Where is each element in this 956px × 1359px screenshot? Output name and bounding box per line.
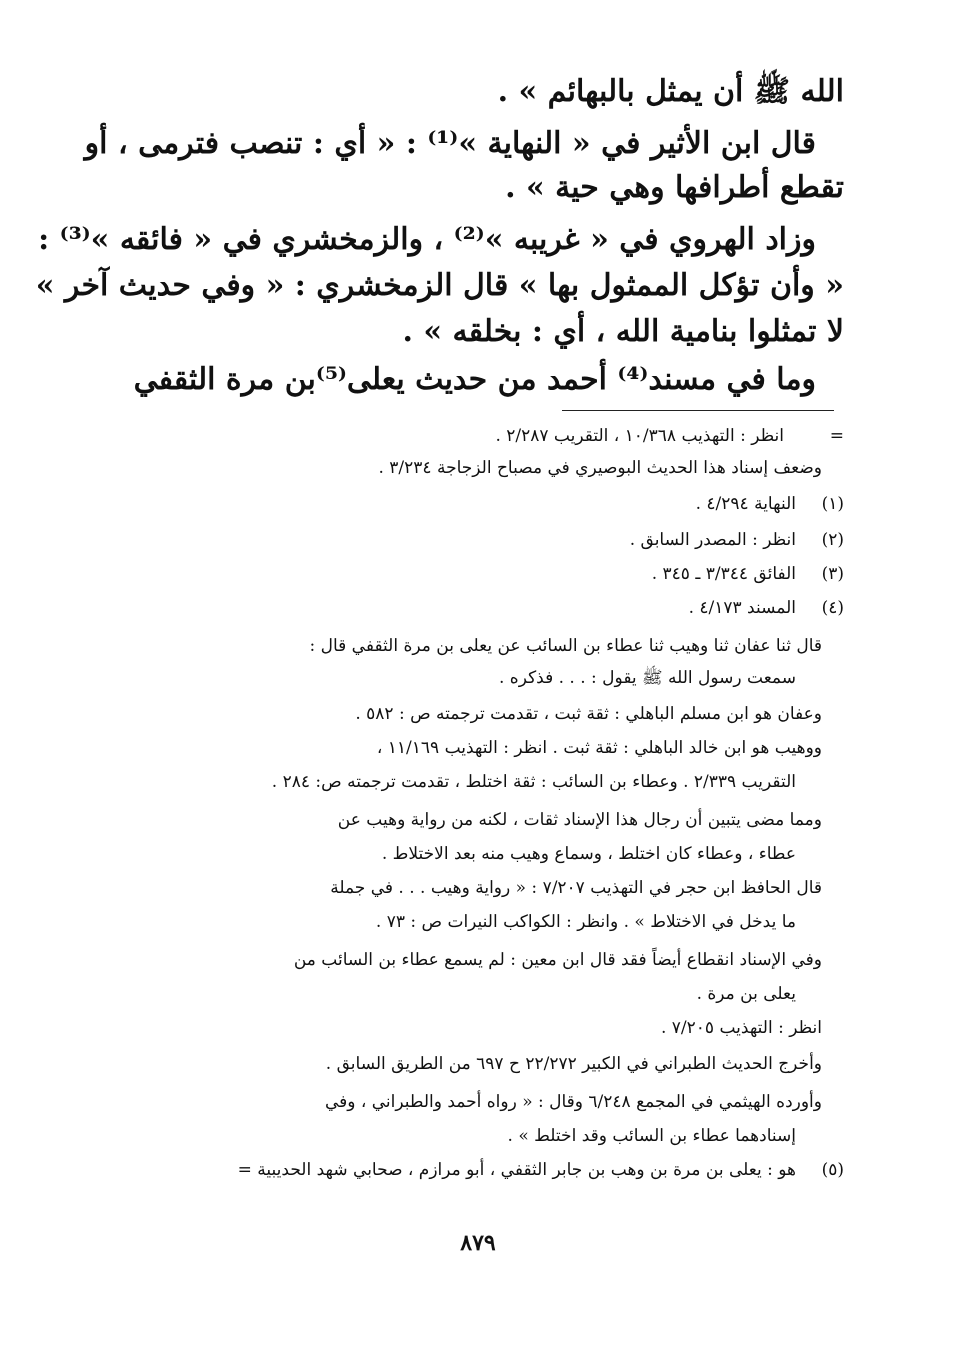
fn4-line-10: وفي الإسناد انقطاع أيضاً فقد قال ابن معين : لم يسمع عطاء بن السائب من xyxy=(293,950,822,970)
continuation-line-2: وضعف إسناد هذا الحديث البوصيري في مصباح الزجاجة ٣/٢٣٤ . xyxy=(378,458,822,478)
body-line-3: تقطع أطرافها وهي حية » . xyxy=(505,170,844,205)
fn4-line-7: عطاء ، وعطاء كان اختلط ، وسماع وهيب منه بعد الاختلاط . xyxy=(381,844,796,864)
fn4-line-3: وعفان هو ابن مسلم الباهلي : ثقة ثبت ، تقدمت ترجمته ص : ٥٨٢ . xyxy=(355,704,822,724)
footnote-number: (٢) xyxy=(821,530,844,550)
footnote-text: هو : يعلى بن مرة بن وهب بن جابر الثقفي ، أبو مرازم ، صحابي شهد الحديبية = xyxy=(237,1160,796,1180)
footnote-text: المسند ٤/١٧٣ . xyxy=(688,598,796,618)
fn4-line-15: إسنادهما عطاء بن السائب وقد اختلط » . xyxy=(507,1126,796,1146)
footnote-number: (١) xyxy=(821,494,844,514)
body-line-2: قال ابن الأثير في « النهاية »⁽¹⁾ : « أي : تنصب فترمى ، أو xyxy=(84,126,816,161)
fn4-line-14: وأورده الهيثمي في المجمع ٦/٢٤٨ وقال : « رواه أحمد والطبراني ، وفي xyxy=(324,1092,822,1112)
fn4-line-6: ومما مضى يتبين أن رجال هذا الإسناد ثقات ، لكنه من رواية وهيب عن xyxy=(337,810,822,830)
body-line-1: الله ﷺ أن يمثل بالبهائم » . xyxy=(497,74,844,109)
footnote-separator xyxy=(562,410,834,411)
fn4-line-1: قال ثنا عفان ثنا وهيب ثنا عطاء بن السائب عن يعلى بن مرة الثقفي قال : xyxy=(309,636,822,656)
fn4-line-2: سمعت رسول الله ﷺ يقول : . . . فذكره . xyxy=(498,668,796,688)
page-number: ٨٧٩ xyxy=(460,1230,496,1256)
continuation-marker: = xyxy=(829,426,844,446)
continuation-line-1: انظر : التهذيب ١٠/٣٦٨ ، التقريب ٢/٢٨٧ . xyxy=(495,426,784,446)
fn4-line-12: انظر : التهذيب ٧/٢٠٥ . xyxy=(660,1018,822,1038)
fn4-line-13: وأخرج الحديث الطبراني في الكبير ٢٢/٢٧٢ ح ٦٩٧ من الطريق السابق . xyxy=(325,1054,822,1074)
footnote-text: انظر : المصدر السابق . xyxy=(629,530,796,550)
footnote-number: (٥) xyxy=(821,1160,844,1180)
footnote-number: (٣) xyxy=(821,564,844,584)
fn4-line-11: يعلى بن مرة . xyxy=(696,984,796,1004)
footnote-number: (٤) xyxy=(821,598,844,618)
fn4-line-4: ووهيب هو ابن خالد الباهلي : ثقة ثبت . انظر : التهذيب ١١/١٦٩ ، xyxy=(376,738,822,758)
fn4-line-5: التقريب ٢/٣٣٩ . وعطاء بن السائب : ثقة اختلط ، تقدمت ترجمته ص: ٢٨٤ . xyxy=(271,772,796,792)
fn4-line-9: ما يدخل في الاختلاط » . وانظر : الكواكب النيرات ص : ٧٣ . xyxy=(375,912,796,932)
body-line-4: وزاد الهروي في « غريبه »⁽²⁾ ، والزمخشري في « فائقه »⁽³⁾ : xyxy=(38,222,816,257)
body-line-5: « وأن تؤكل الممثول بها » قال الزمخشري : « وفي حديث آخر » xyxy=(35,268,844,303)
body-line-7: وما في مسند⁽⁴⁾ أحمد من حديث يعلى⁽⁵⁾بن مرة الثقفي xyxy=(133,362,816,397)
footnote-text: النهاية ٤/٢٩٤ . xyxy=(695,494,796,514)
footnote-text: الفائق ٣/٣٤٤ ـ ٣٤٥ . xyxy=(651,564,796,584)
body-line-6: لا تمثلوا بنامية الله ، أي : بخلقه » . xyxy=(402,314,844,349)
fn4-line-8: قال الحافظ ابن حجر في التهذيب ٧/٢٠٧ : « رواية وهيب . . . في جملة xyxy=(330,878,822,898)
